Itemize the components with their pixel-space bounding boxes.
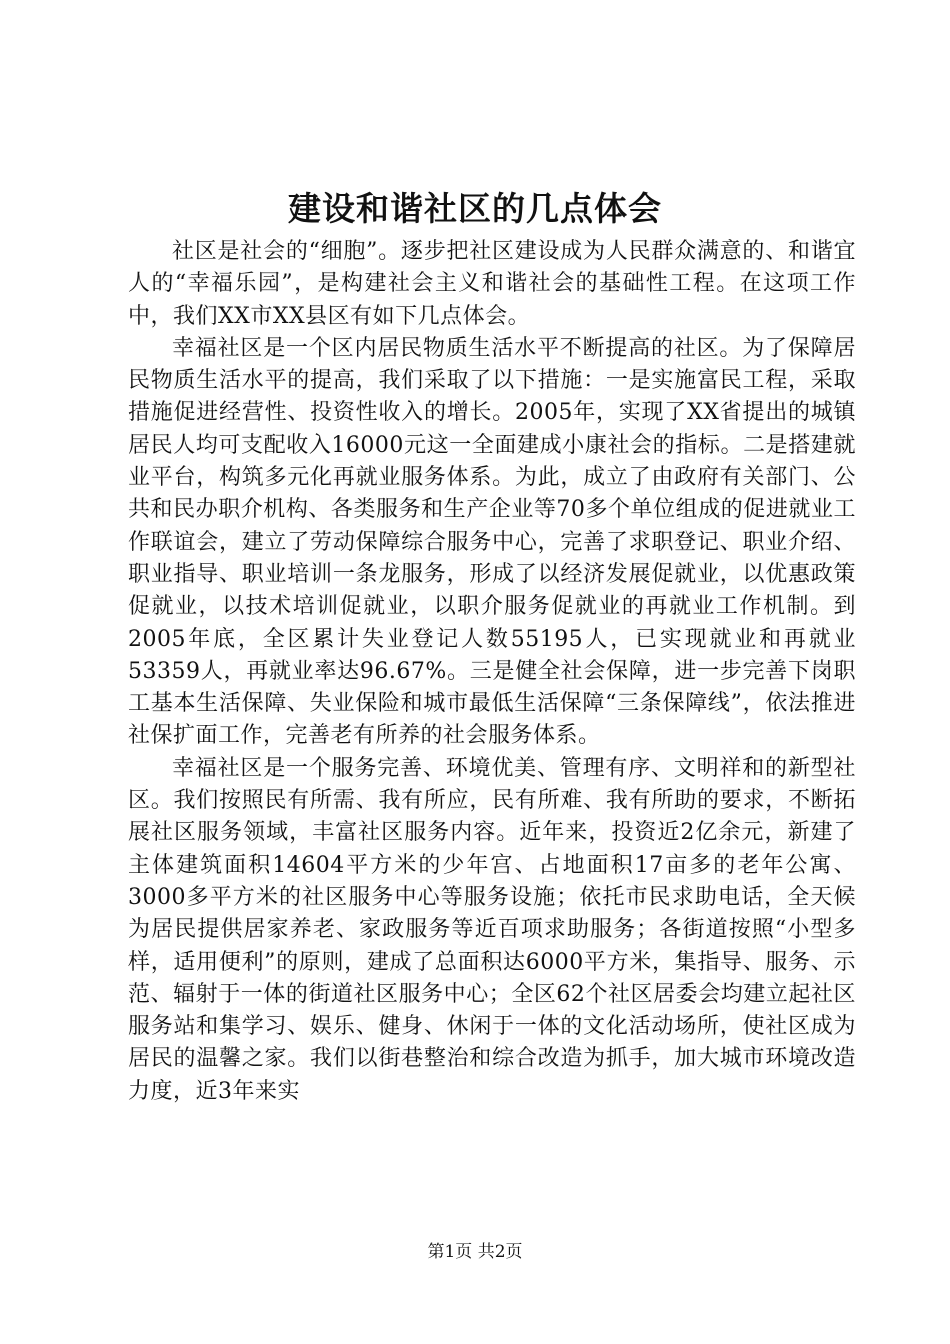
document-body (128, 236, 856, 1108)
page-footer: 第1页 共2页 (427, 1242, 523, 1262)
paragraph-intro: 社区是社会的“细胞”。逐步把社区建设成为人民群众满意的、和谐宜人的“幸福乐园”，是构建社会主义和谐社会的基础性工程。在这项工作中，我们XX市XX县区有如下几点体会。 (128, 239, 856, 329)
paragraph-material-living: 幸福社区是一个区内居民物质生活水平不断提高的社区。为了保障居民物质生活水平的提高，我们采取了以下措施：一是实施富民工程，采取措施促进经营性、投资性收入的增长。2005年，实现了XX省提出的城镇居民人均可支配收入16000元这一全面建成小康社会的指标。二是搭建就业平台，构筑多元化再就业服务体系。为此，成立了由政府有关部门、公共和民办职介机构、各类服务和生产企业等70多个单位组成的促进就业工作联谊会，建立了劳动保障综合服务中心，完善了求职登记、职业介绍、职业指导、职业培训一条龙服务，形成了以经济发展促就业，以优惠政策促就业，以技术培训促就业，以职介服务促就业的再就业工作机制。到2005年底，全区累计失业登记人数55195人，已实现就业和再就业53359人，再就业率达96.67%。三是健全社会保障，进一步完善下岗职工基本生活保障、失业保险和城市最低生活保障“三条保障线”，依法推进社保扩面工作，完善老有所养的社会服务体系。 (128, 335, 856, 749)
paragraph-community-services: 幸福社区是一个服务完善、环境优美、管理有序、文明祥和的新型社区。我们按照民有所需、我有所应，民有所难、我有所助的要求，不断拓展社区服务领域，丰富社区服务内容。近年来，投资近2亿余元，新建了主体建筑面积14604平方米的少年宫、占地面积17亩多的老年公寓、3000多平方米的社区服务中心等服务设施；依托市民求助电话，全天候为居民提供居家养老、家政服务等近百项求助服务；各街道按照“小型多样，适用便利”的原则，建成了总面积达6000平方米，集指导、服务、示范、辐射于一体的街道社区服务中心；全区62个社区居委会均建立起社区服务站和集学习、娱乐、健身、休闲于一体的文化活动场所，使社区成为居民的温馨之家。我们以街巷整治和综合改造为抓手，加大城市环境改造力度，近3年来实 (128, 755, 856, 1104)
document-title: 建设和谐社区的几点体会 (288, 189, 662, 228)
